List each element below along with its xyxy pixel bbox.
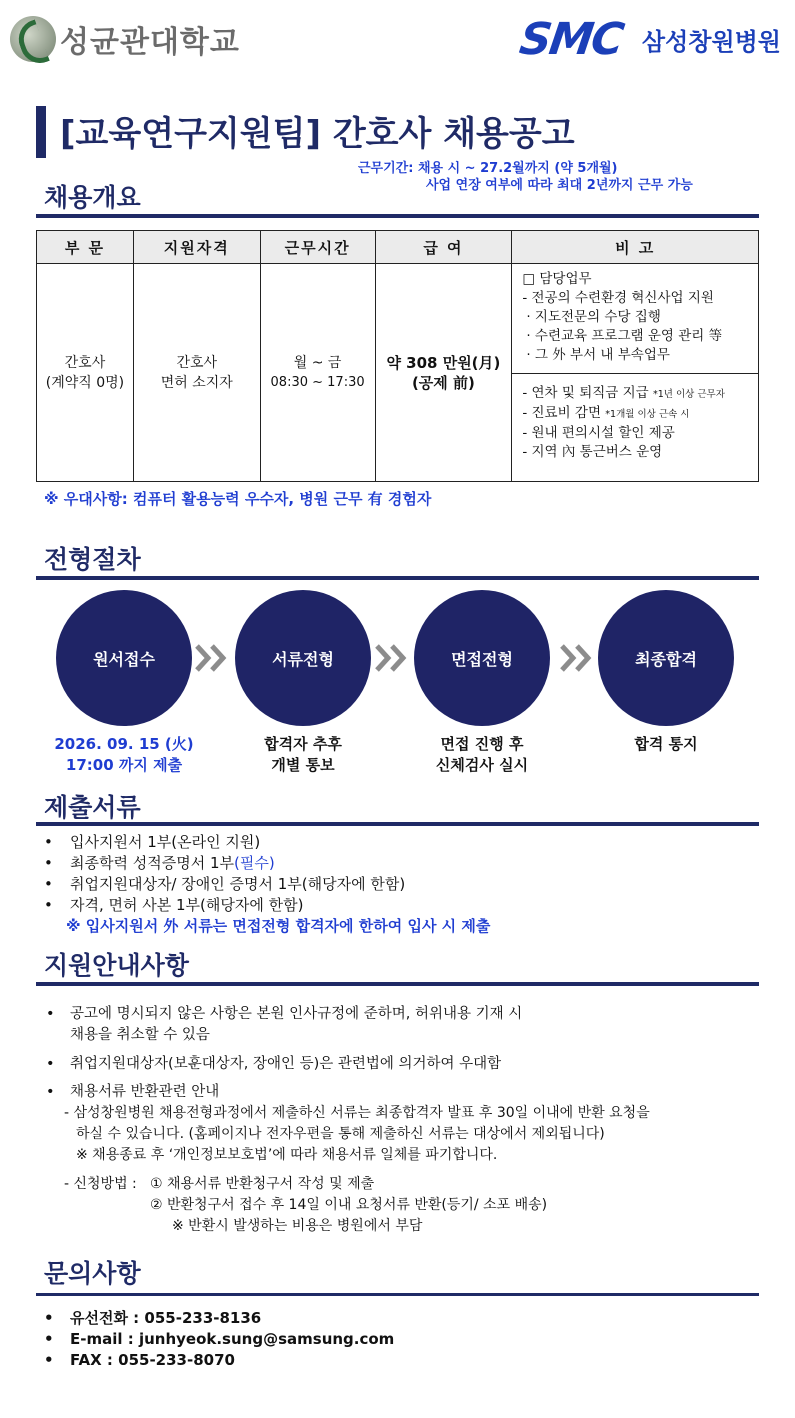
list-item: • 자격, 면허 사본 1부(해당자에 한함) [44,896,304,914]
process-note-line: 합격 통지 [634,735,698,753]
process-note-line: 신체검사 실시 [435,756,529,774]
list-item: • 취업지원대상자/ 장애인 증명서 1부(해당자에 한함) [44,875,406,893]
cell-salary [375,264,512,482]
benefits-block [512,374,758,468]
table-header: 비 고 [512,231,759,264]
process-note-final [576,734,756,755]
list-item: • 최종학력 성적증명서 1부(필수) [44,854,275,872]
salary-line: 약 308 만원(月) [386,353,501,372]
process-note-line: 합격자 추후 [264,735,342,753]
duty-line: - 전공의 수련환경 혁신사업 지원 [522,290,714,306]
benefit-line: - 지역 內 통근버스 운영 [522,444,663,460]
documents-list [44,832,490,937]
contact-phone: 유선전화 : 055-233-8136 [70,1309,262,1327]
work-period-line1: 근무기간: 채용 시 ~ 27.2월까지 (약 5개월) [358,161,618,176]
title-accent-bar [36,106,46,158]
documents-note: ※ 입사지원서 外 서류는 면접전형 합격자에 한하여 입사 시 제출 [66,917,491,935]
table-header: 급 여 [375,231,512,264]
required-tag: (필수) [233,854,275,872]
chevron-right-icon [195,642,229,674]
recruit-table [36,230,759,482]
duty-line: · 수련교육 프로그램 운영 관리 等 [526,328,723,344]
section-contact-title: 문의사항 [44,1259,141,1288]
process-note-apply [34,734,214,776]
table-header: 부 문 [37,231,134,264]
guide-item-3: 채용서류 반환관련 안내 [70,1084,220,1100]
list-item: • E-mail : junhyeok.sung@samsung.com [44,1330,395,1348]
section-contact-rule [36,1293,759,1296]
process-step-final: 최종합격 [598,590,734,726]
section-process-rule [36,576,759,580]
qualification-line: 간호사 [176,354,218,371]
benefit-line: - 원내 편의시설 할인 제공 [522,425,675,441]
cell-remarks [512,264,759,482]
list-item: • 유선전화 : 055-233-8136 [44,1309,262,1327]
section-documents-title: 제출서류 [44,793,141,822]
benefit-line: - 연차 및 퇴직금 지급 *1년 이상 근무자 [522,385,725,401]
guide-bullet: • [46,1084,55,1100]
preference-note: ※ 우대사항: 컴퓨터 활용능력 우수자, 병원 근무 有 경험자 [44,490,432,508]
list-item: • 입사지원서 1부(온라인 지원) [44,833,261,851]
section-overview-rule [36,214,759,218]
section-documents-rule [36,822,759,826]
table-header: 근무시간 [260,231,375,264]
work-period-line2: 사업 연장 여부에 따라 최대 2년까지 근무 가능 [426,178,693,193]
skku-name: 성균관대학교 [60,25,240,60]
benefit-line: - 진료비 감면 *1개월 이상 근속 시 [522,405,690,421]
salary-line: (공제 前) [411,373,475,392]
section-overview-title: 채용개요 [44,183,141,212]
duty-line: · 지도전문의 수당 집행 [526,309,661,325]
guide-bullet: • [46,1006,55,1022]
process-step-interview: 면접전형 [414,590,550,726]
table-row [37,264,759,482]
skku-logo [10,12,240,66]
chevron-right-icon [560,642,594,674]
qualification-line: 면허 소지자 [160,374,233,391]
table-header-row [37,231,759,264]
process-step-apply: 원서접수 [56,590,192,726]
duty-line: □ 담당업무 [522,271,592,287]
section-guide-title: 지원안내사항 [44,951,189,980]
smc-mark: SMC [516,13,626,65]
cell-qualification [133,264,260,482]
skku-emblem-icon [10,16,56,62]
contact-fax: FAX : 055-233-8070 [70,1351,235,1369]
department-line: (계약직 0명) [45,374,125,391]
process-note-interview [392,734,572,776]
duty-line: · 그 外 부서 내 부속업무 [526,347,670,363]
process-step-document: 서류전형 [235,590,371,726]
chevron-right-icon [375,642,409,674]
table-header: 지원자격 [133,231,260,264]
process-note-document [213,734,393,776]
guide-item-2: 취업지원대상자(보훈대상자, 장애인 등)은 관련법에 의거하여 우대함 [70,1056,502,1072]
return-method-lines: ① 채용서류 반환청구서 작성 및 제출 ② 반환청구서 접수 후 14일 이내 요청서류 반환(등기/ 소포 배송) ※ 반환시 발생하는 비용은 병원에서 부담 [150,1176,548,1234]
process-note-line: 17:00 까지 제출 [65,756,183,774]
duties-block [512,264,758,374]
section-guide-rule [36,982,759,986]
page-title: [교육연구지원팀] 간호사 채용공고 [60,114,575,154]
hours-line: 08:30 ~ 17:30 [270,374,365,390]
guide-item-1: 공고에 명시되지 않은 사항은 본원 인사규정에 준하며, 허위내용 기재 시 채용을 취소할 수 있음 [70,1006,523,1043]
process-note-line: 면접 진행 후 [440,735,524,753]
department-line: 간호사 [64,354,106,371]
list-item: • FAX : 055-233-8070 [44,1351,235,1369]
process-note-line: 2026. 09. 15 (火) [54,735,194,753]
guide-item-3-detail: - 삼성창원병원 채용전형과정에서 제출하신 서류는 최종합격자 발표 후 30일 이내에 반환 요청을 하실 수 있습니다. (홈페이지나 전자우편을 통해 제출하신 서류는 대상에서 제외됩니다) ※ 채용종료 후 ‘개인정보보호법’에 따라 채용서류 일체를 파기합니다. [64,1105,650,1163]
return-method-label: - 신청방법 : [64,1176,137,1192]
contact-list [44,1308,394,1371]
process-note-line: 개별 통보 [271,756,335,774]
work-period [358,160,693,194]
cell-department [37,264,134,482]
guide-bullet: • [46,1056,55,1072]
hours-line: 월 ~ 금 [293,354,342,371]
smc-name: 삼성창원병원 [641,27,781,56]
smc-logo [516,13,781,65]
contact-email: E-mail : junhyeok.sung@samsung.com [70,1330,395,1348]
cell-hours [260,264,375,482]
section-process-title: 전형절차 [44,545,141,574]
